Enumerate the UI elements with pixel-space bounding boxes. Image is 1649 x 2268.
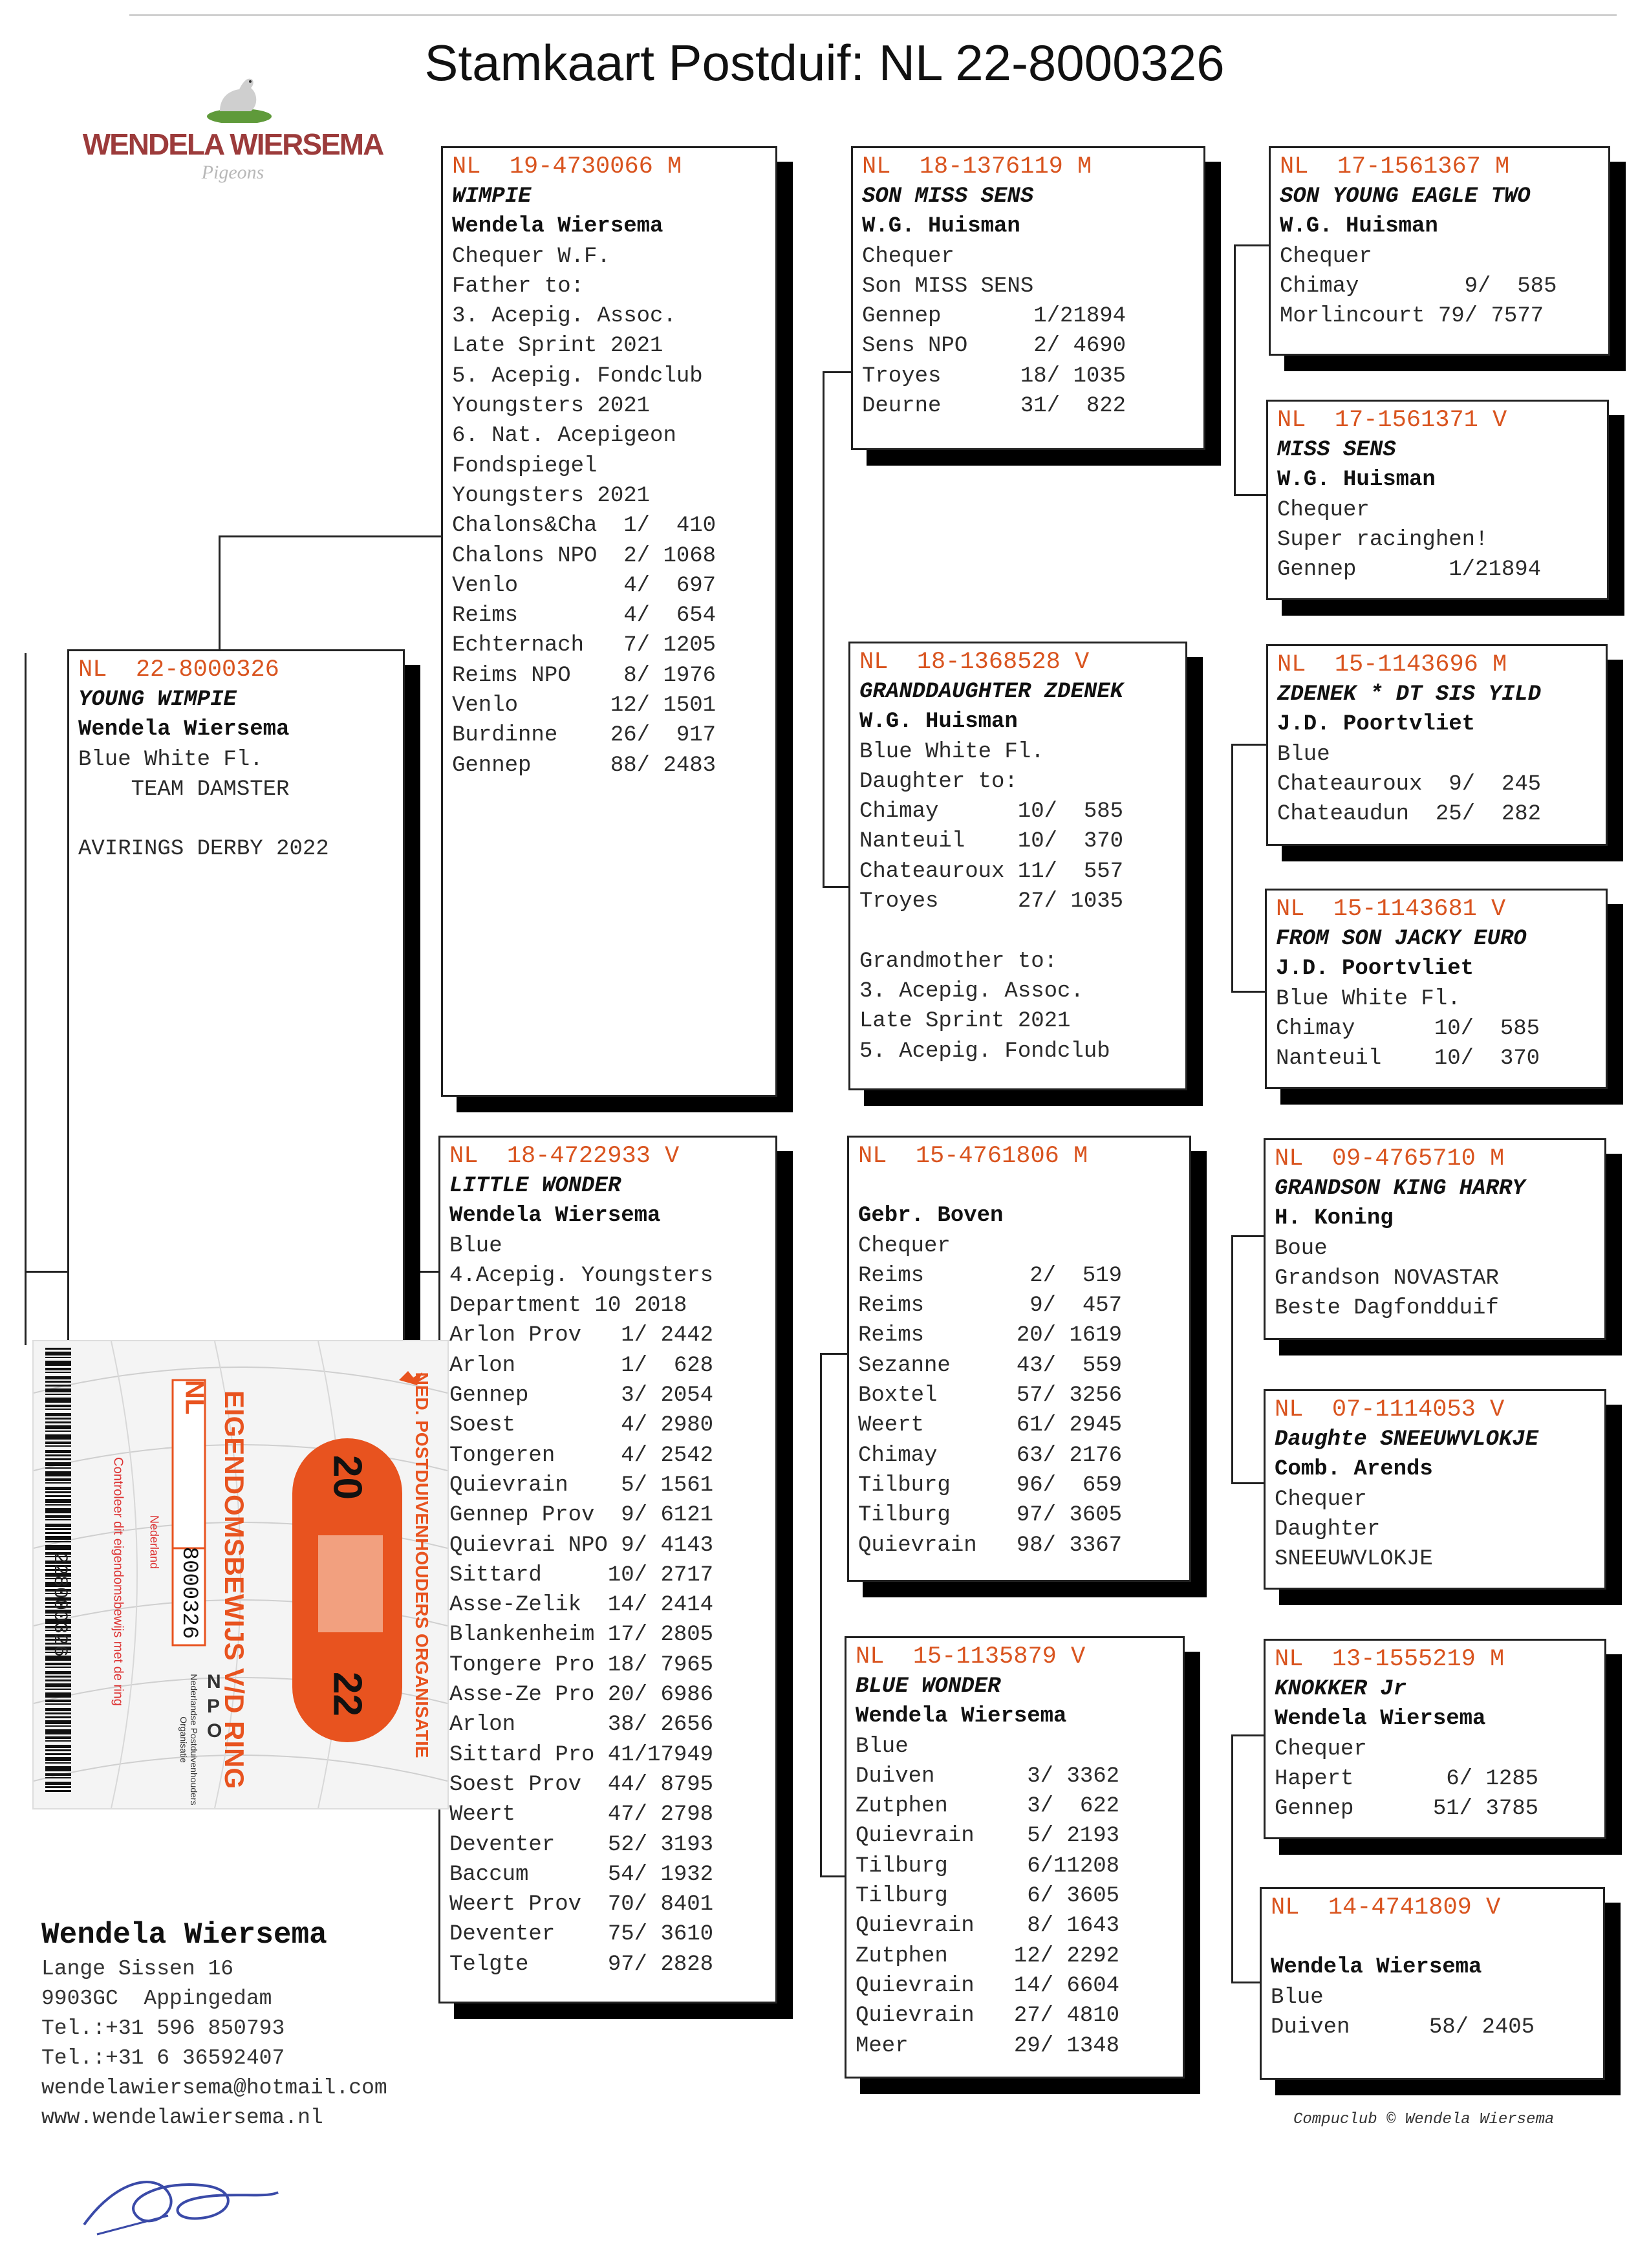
pigeon-info-line: Chequer W.F.	[452, 244, 610, 269]
pigeon-info-line: Gennep 1/21894	[862, 304, 1126, 329]
ring-number: NL 18-4722933 V	[449, 1143, 680, 1170]
pigeon-name	[858, 1171, 1189, 1201]
footer-credit: Compuclub © Wendela Wiersema	[1293, 2111, 1555, 2128]
pigeon-info-line: Grandmother to:	[859, 949, 1058, 974]
pigeon-info-line: Baccum 54/ 1932	[449, 1862, 714, 1887]
pigeon-info-line: Reims 2/ 519	[858, 1263, 1123, 1288]
breeder-name: Wendela Wiersema	[78, 717, 290, 742]
breeder-name: Gebr. Boven	[858, 1204, 1004, 1229]
pigeon-info-line: Reims 4/ 654	[452, 603, 717, 629]
ring-number: NL 17-1561367 M	[1280, 153, 1510, 180]
connector	[1231, 744, 1233, 992]
pigeon-info-line: Weert 47/ 2798	[449, 1802, 714, 1828]
pigeon-info-line: Burdinne 26/ 917	[452, 723, 717, 748]
card-letter-n: N	[207, 1671, 221, 1692]
pigeon-info-line: 3. Acepig. Assoc.	[452, 304, 676, 329]
pigeon-info-line	[859, 916, 1185, 946]
owner-email[interactable]: wendelawiersema@hotmail.com	[41, 2076, 387, 2100]
top-rule	[129, 14, 1617, 16]
pigeon-info-line: Reims 9/ 457	[858, 1293, 1123, 1319]
pigeon-info-line: Gennep 1/21894	[1277, 557, 1542, 583]
pigeon-info-line: Blue White Fl.	[1276, 986, 1461, 1011]
pigeon-box-mother	[438, 1136, 777, 2003]
pigeon-info-line: Morlincourt 79/ 7577	[1280, 304, 1544, 329]
pigeon-info-line: Chequer	[1280, 244, 1372, 269]
pigeon-info-line: Nanteuil 10/ 370	[1276, 1046, 1540, 1072]
ring-number: NL 14-4741809 V	[1271, 1894, 1501, 1921]
pigeon-name: LITTLE WONDER	[449, 1174, 621, 1198]
pigeon-info-line: Beste Dagfondduif	[1275, 1296, 1499, 1321]
pigeon-info-line: 5. Acepig. Fondclub	[859, 1039, 1110, 1064]
pigeon-info-line: Duiven 3/ 3362	[856, 1764, 1120, 1789]
breeder-name: Wendela Wiersema	[1275, 1707, 1486, 1732]
pigeon-box-mother-father	[847, 1136, 1191, 1582]
pigeon-info-line: 5. Acepig. Fondclub	[452, 363, 703, 389]
pigeon-info-line: Blue White Fl.	[78, 747, 263, 772]
pigeon-info-line: Quievrain 5/ 1561	[449, 1473, 714, 1498]
pigeon-name: GRANDDAUGHTER ZDENEK	[859, 680, 1124, 704]
pigeon-name: FROM SON JACKY EURO	[1276, 927, 1527, 951]
connector	[1234, 244, 1270, 246]
breeder-name: Wendela Wiersema	[1271, 1955, 1482, 1980]
card-year-right: 22	[325, 1672, 370, 1716]
logo-subtitle: Pigeons	[201, 162, 264, 183]
pigeon-box-father-mother	[848, 642, 1187, 1090]
card-organisation: NED. POSTDUIVENHOUDERS ORGANISATIE	[412, 1372, 432, 1758]
breeder-name: W.G. Huisman	[859, 709, 1018, 735]
pigeon-info-line: Blue White Fl.	[859, 739, 1044, 764]
pigeon-info-line: Daughter	[1275, 1517, 1381, 1542]
card-legend: Nederlandse Postduivenhouders Organisatie	[178, 1674, 199, 1806]
pigeon-info-line: Troyes 18/ 1035	[862, 363, 1126, 389]
pigeon-info-line: Meer 29/ 1348	[856, 2033, 1120, 2058]
pigeon-info-line: Tongere Pro 18/ 7965	[449, 1652, 714, 1678]
pigeon-info-line: Duiven 58/ 2405	[1271, 2014, 1535, 2040]
owner-phone-1: Tel.:+31 596 850793	[41, 2016, 285, 2040]
pigeon-info-line: Blue	[1271, 1985, 1324, 2010]
pigeon-info-line: Nanteuil 10/ 370	[859, 829, 1124, 854]
ring-number: NL 15-1143696 M	[1277, 651, 1507, 678]
pigeon-info-line: Grandson NOVASTAR	[1275, 1266, 1499, 1291]
ring-number: NL 09-4765710 M	[1275, 1145, 1505, 1172]
connector	[219, 535, 441, 537]
pigeon-info-line: Sens NPO 2/ 4690	[862, 334, 1126, 359]
connector	[219, 535, 221, 653]
connector	[1234, 244, 1236, 495]
logo-name: WENDELA WIERSEMA	[82, 127, 383, 161]
pigeon-info-line: Chalons NPO 2/ 1068	[452, 543, 717, 568]
connector	[25, 653, 27, 1345]
pigeon-info-line: Tilburg 96/ 659	[858, 1473, 1123, 1498]
owner-name: Wendela Wiersema	[41, 1918, 327, 1952]
pigeon-info-line: Asse-Ze Pro 20/ 6986	[449, 1683, 714, 1708]
pigeon-name: KNOKKER Jr	[1275, 1677, 1407, 1701]
pigeon-info-line: AVIRINGS DERBY 2022	[78, 837, 329, 862]
owner-street: Lange Sissen 16	[41, 1957, 234, 1981]
card-country: NL	[180, 1379, 209, 1415]
pigeon-info-line: Troyes 27/ 1035	[859, 889, 1124, 914]
connector	[1231, 1235, 1267, 1237]
pigeon-info-line: Weert 61/ 2945	[858, 1413, 1123, 1438]
pigeon-info-line: Zutphen 12/ 2292	[856, 1943, 1120, 1969]
pigeon-name: SON MISS SENS	[862, 184, 1034, 209]
pigeon-info-line	[78, 805, 403, 834]
pigeon-info-line: Venlo 12/ 1501	[452, 693, 717, 718]
pigeon-info-line: 4.Acepig. Youngsters	[449, 1263, 714, 1288]
breeder-name: W.G. Huisman	[1277, 468, 1436, 493]
pigeon-box-ff-father	[1269, 146, 1610, 356]
ring-number: NL 22-8000326	[78, 656, 279, 684]
connector	[820, 1353, 848, 1355]
pigeon-info-line: Arlon 38/ 2656	[449, 1712, 714, 1738]
pigeon-box-fm-mother	[1265, 889, 1608, 1089]
pigeon-box-ff-mother	[1266, 400, 1609, 600]
breeder-name: J.D. Poortvliet	[1277, 712, 1476, 737]
pigeon-info-line: Chequer	[862, 244, 954, 269]
pigeon-info-line: Quievrain 98/ 3367	[858, 1533, 1123, 1558]
card-note: Controleer dit eigendomsbewijs met de ring	[111, 1457, 125, 1706]
pigeon-box-fm-father	[1266, 644, 1608, 846]
ring-number: NL 13-1555219 M	[1275, 1646, 1505, 1673]
pigeon-info-line: Chequer	[1275, 1736, 1367, 1762]
owner-website[interactable]: www.wendelawiersema.nl	[41, 2106, 323, 2130]
pigeon-info-line: Boxtel 57/ 3256	[858, 1383, 1123, 1409]
owner-phone-2: Tel.:+31 6 36592407	[41, 2046, 285, 2070]
pigeon-info-line: Son MISS SENS	[862, 274, 1034, 299]
pigeon-logo-icon	[200, 71, 272, 123]
pigeon-info-line: Sittard Pro 41/17949	[449, 1742, 714, 1767]
pigeon-info-line: Chequer	[1275, 1487, 1367, 1512]
pigeon-info-line: Venlo 4/ 697	[452, 573, 717, 598]
connector	[1231, 744, 1267, 746]
pigeon-info-line: Chateauroux 9/ 245	[1277, 772, 1542, 797]
pigeon-name: WIMPIE	[452, 184, 532, 209]
pigeon-name	[1271, 1923, 1603, 1952]
connector	[823, 886, 851, 888]
ring-number: NL 07-1114053 V	[1275, 1396, 1505, 1423]
pigeon-info-line: Youngsters 2021	[452, 394, 651, 419]
breeder-name: H. Koning	[1275, 1206, 1394, 1231]
pigeon-info-line: Youngsters 2021	[452, 483, 651, 508]
ring-number: NL 15-4761806 M	[858, 1143, 1088, 1170]
barcode-number: 228000326	[48, 1551, 70, 1658]
pigeon-info-line: Zutphen 3/ 622	[856, 1794, 1120, 1819]
pigeon-info-line: Soest 4/ 2980	[449, 1413, 714, 1438]
pigeon-info-line: Deurne 31/ 822	[862, 394, 1126, 419]
pigeon-info-line: Hapert 6/ 1285	[1275, 1766, 1539, 1791]
pigeon-info-line: Chimay 10/ 585	[1276, 1016, 1540, 1041]
pigeon-info-line: Boue	[1275, 1236, 1328, 1261]
pigeon-info-line: Quievrain 27/ 4810	[856, 2003, 1120, 2029]
pigeon-info-line: 6. Nat. Acepigeon	[452, 424, 676, 449]
pigeon-info-line: Chateaudun 25/ 282	[1277, 802, 1542, 827]
pigeon-box-mf-father	[1264, 1138, 1606, 1340]
card-year-left: 20	[325, 1455, 370, 1500]
pigeon-name: GRANDSON KING HARRY	[1275, 1176, 1525, 1201]
pigeon-info-line: Chimay 9/ 585	[1280, 274, 1557, 299]
pigeon-info-line: Blankenheim 17/ 2805	[449, 1623, 714, 1648]
breeder-name: Wendela Wiersema	[449, 1204, 661, 1229]
pigeon-info-line: Chimay 63/ 2176	[858, 1443, 1123, 1468]
pigeon-info-line: Asse-Zelik 14/ 2414	[449, 1593, 714, 1618]
connector	[1231, 1235, 1233, 1484]
pigeon-info-line: Chimay 10/ 585	[859, 799, 1124, 825]
connector	[1231, 1482, 1267, 1484]
ring-number: NL 18-1376119 M	[862, 153, 1092, 180]
pigeon-info-line: Late Sprint 2021	[452, 334, 663, 359]
pigeon-box-subject	[67, 649, 405, 1361]
pigeon-info-line: Tilburg 6/ 3605	[856, 1884, 1120, 1909]
pigeon-info-line: Father to:	[452, 274, 585, 299]
pigeon-info-line: Blue	[856, 1734, 909, 1759]
pigeon-info-line: Chequer	[858, 1233, 951, 1258]
pigeon-info-line: Quievrai NPO 9/ 4143	[449, 1533, 714, 1558]
connector	[1231, 1734, 1233, 1983]
pigeon-box-mf-mother	[1264, 1389, 1606, 1590]
pigeon-info-line: Tilburg 97/ 3605	[858, 1503, 1123, 1528]
pigeon-box-mother-mother	[845, 1636, 1185, 2079]
pigeon-info-line: Deventer 75/ 3610	[449, 1922, 714, 1947]
ring-number: NL 15-1143681 V	[1276, 896, 1506, 923]
logo	[78, 65, 388, 194]
pigeon-info-line: Super racinghen!	[1277, 527, 1489, 552]
pigeon-box-mm-father	[1264, 1639, 1606, 1839]
pigeon-info-line: 3. Acepig. Assoc.	[859, 978, 1084, 1004]
pigeon-info-line: TEAM DAMSTER	[78, 777, 290, 802]
pigeon-box-mm-mother	[1260, 1887, 1605, 2080]
page-title: Stamkaart Postduif: NL 22-8000326	[424, 34, 1225, 91]
pigeon-info-line: Quievrain 14/ 6604	[856, 1973, 1120, 1998]
breeder-name: Comb. Arends	[1275, 1457, 1433, 1482]
pigeon-info-line: Quievrain 5/ 2193	[856, 1824, 1120, 1849]
pigeon-info-line: Daughter to:	[859, 769, 1018, 794]
pigeon-info-line: SNEEUWVLOKJE	[1275, 1547, 1433, 1572]
pigeon-name: ZDENEK * DT SIS YILD	[1277, 682, 1542, 707]
card-letter-p: P	[207, 1696, 221, 1717]
pigeon-info-line: Quievrain 8/ 1643	[856, 1914, 1120, 1939]
card-country-word: Nederland	[147, 1515, 161, 1570]
pigeon-info-line: Reims 20/ 1619	[858, 1323, 1123, 1348]
pigeon-info-line: Fondspiegel	[452, 453, 598, 479]
card-ring-number: 8000326	[177, 1546, 201, 1639]
pigeon-info-line: Arlon Prov 1/ 2442	[449, 1323, 714, 1348]
pigeon-name: Daughte SNEEUWVLOKJE	[1275, 1427, 1539, 1452]
card-title: EIGENDOMSBEWIJS V/D RING	[219, 1390, 250, 1789]
connector	[1234, 494, 1270, 496]
pigeon-box-father-father	[851, 146, 1205, 450]
pigeon-box-father	[441, 146, 777, 1097]
ring-number: NL 17-1561371 V	[1277, 407, 1507, 434]
pigeon-info-line: Soest Prov 44/ 8795	[449, 1772, 714, 1797]
pigeon-info-line: Arlon 1/ 628	[449, 1353, 714, 1378]
pigeon-info-line: Telgte 97/ 2828	[449, 1952, 714, 1977]
connector	[1231, 1734, 1267, 1736]
pigeon-info-line: Sittard 10/ 2717	[449, 1562, 714, 1588]
pigeon-info-line: Gennep 88/ 2483	[452, 753, 717, 778]
connector	[1231, 991, 1267, 993]
pigeon-info-line: Gennep 3/ 2054	[449, 1383, 714, 1409]
signature-icon	[71, 2154, 285, 2251]
pigeon-info-line: Gennep Prov 9/ 6121	[449, 1503, 714, 1528]
pigeon-info-line: Weert Prov 70/ 8401	[449, 1892, 714, 1917]
ring-number: NL 19-4730066 M	[452, 153, 682, 180]
pigeon-info-line: Tilburg 6/11208	[856, 1853, 1120, 1879]
connector	[823, 371, 851, 373]
pigeon-info-line: Blue	[1277, 742, 1330, 767]
breeder-name: W.G. Huisman	[862, 214, 1020, 239]
connector	[823, 371, 824, 887]
pigeon-info-line: Reims NPO 8/ 1976	[452, 663, 717, 688]
pigeon-info-line: Blue	[449, 1233, 502, 1258]
pigeon-info-line: Gennep 51/ 3785	[1275, 1797, 1539, 1822]
pigeon-info-line: Echternach 7/ 1205	[452, 633, 717, 658]
pigeon-info-line: Deventer 52/ 3193	[449, 1832, 714, 1857]
pigeon-info-line: Late Sprint 2021	[859, 1009, 1071, 1034]
ownership-card	[32, 1340, 449, 1809]
ring-number: NL 15-1135879 V	[856, 1643, 1086, 1670]
pigeon-info-line: Tongeren 4/ 2542	[449, 1443, 714, 1468]
pigeon-info-line: Department 10 2018	[449, 1293, 687, 1319]
breeder-name: W.G. Huisman	[1280, 214, 1438, 239]
breeder-name: Wendela Wiersema	[856, 1704, 1067, 1729]
pigeon-name: MISS SENS	[1277, 438, 1396, 462]
pigeon-info-line: Chateauroux 11/ 557	[859, 859, 1124, 884]
pigeon-info-line: Chequer	[1277, 497, 1370, 523]
pigeon-info-line: Chalons&Cha 1/ 410	[452, 513, 717, 539]
connector	[820, 1353, 822, 1877]
breeder-name: J.D. Poortvliet	[1276, 956, 1474, 982]
pigeon-name: YOUNG WIMPIE	[78, 687, 237, 712]
pigeon-name: BLUE WONDER	[856, 1674, 1001, 1699]
owner-city: 9903GC Appingedam	[41, 1987, 272, 2011]
breeder-name: Wendela Wiersema	[452, 214, 663, 239]
pigeon-info-line: Sezanne 43/ 559	[858, 1353, 1123, 1378]
card-letter-o: O	[207, 1720, 222, 1742]
pigeon-name: SON YOUNG EAGLE TWO	[1280, 184, 1531, 209]
ring-number: NL 18-1368528 V	[859, 649, 1090, 676]
owner-block	[41, 1916, 387, 2133]
